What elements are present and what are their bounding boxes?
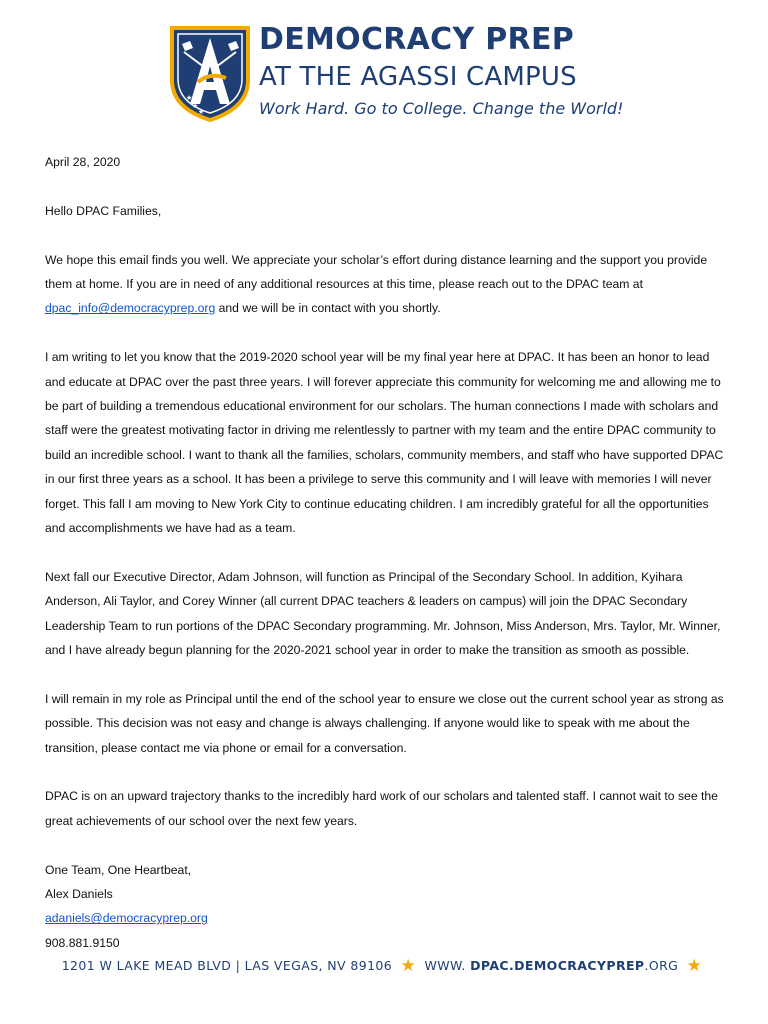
paragraph-1-after: and we will be in contact with you shortly. xyxy=(215,301,441,316)
school-tagline: Work Hard. Go to College. Change the World! xyxy=(259,99,624,118)
signer-name: Alex Daniels xyxy=(45,887,113,902)
paragraph-1-text: We hope this email finds you well. We appreciate your scholar’s effort during distance learning and the support you provide them at home. If you are in need of any additional resources at this time, please reach out to the DPAC team at xyxy=(45,252,708,291)
campus-name: AT THE AGASSI CAMPUS xyxy=(259,62,577,92)
svg-text:★: ★ xyxy=(198,109,205,116)
letter-footer xyxy=(0,956,768,980)
paragraph-1 xyxy=(45,248,729,321)
footer-address: 1201 W LAKE MEAD BLVD | LAS VEGAS, NV 89106 xyxy=(61,958,393,973)
dpac-info-email-link[interactable]: dpac_info@democracyprep.org xyxy=(45,301,216,316)
svg-text:★: ★ xyxy=(192,103,199,110)
letter-body xyxy=(45,150,729,955)
paragraph-5: DPAC is on an upward trajectory thanks to the incredibly hard work of our scholars and talented staff. I cannot wait to see the great achievements of our school over the next few years. xyxy=(45,789,718,828)
paragraph-3: Next fall our Executive Director, Adam Johnson, will function as Principal of the Secondary School. In addition, Kyihara Anderson, Ali Taylor, and Corey Winner (all current DPAC teachers & leaders on campus) will join the DPAC Secondary Leadership Team to run portions of the DPAC Secondary programming. Mr. Johnson, Miss Anderson, Mrs. Taylor, Mr. Winner, and I have already begun planning for the 2020-2021 school year in order to make the transition as smooth as possible. xyxy=(45,569,721,658)
footer-web-domain: DPAC.DEMOCRACYPREP xyxy=(470,958,645,973)
signer-phone: 908.881.9150 xyxy=(45,935,120,950)
footer-web-suffix: .ORG xyxy=(644,958,679,973)
letter-date: April 28, 2020 xyxy=(45,155,121,169)
paragraph-2: I am writing to let you know that the 2019-2020 school year will be my final year here at DPAC. It has been an honor to lead and educate at DPAC over the past three years. I will forever appreciate this community for welcoming me and allowing me to be part of building a tremendous educational environment for our scholars. The human connections I made with scholars and staff were the greatest motivating factor in driving me relentlessly to partner with my team and the entire DPAC community to build an incredible school. I want to thank all the families, scholars, community members, and staff who have supported DPAC in our first three years as a school. It has been a privilege to serve this community and I will leave with memories I will never forget. This fall I am moving to New York City to continue educating children. I am incredibly grateful for all the opportunities and accomplishments we have had as a team. xyxy=(45,350,724,536)
school-name: DEMOCRACY PREP xyxy=(259,22,575,57)
svg-text:★: ★ xyxy=(186,95,193,102)
star-icon: ★ xyxy=(686,956,703,976)
letterhead xyxy=(0,0,768,130)
paragraph-4: I will remain in my role as Principal until the end of the school year to ensure we close out the current school year as strong as possible. This decision was not easy and change is always challenging. If anyone would like to speak with me about the transition, please contact me via phone or email for a conversation. xyxy=(45,691,724,755)
footer-web-prefix: WWW. xyxy=(424,958,466,973)
school-crest-icon xyxy=(168,24,252,122)
star-icon: ★ xyxy=(400,956,417,976)
signer-email-link[interactable]: adaniels@democracyprep.org xyxy=(45,911,208,926)
letter-closing: One Team, One Heartbeat, xyxy=(45,862,192,877)
letter-greeting: Hello DPAC Families, xyxy=(45,203,162,218)
